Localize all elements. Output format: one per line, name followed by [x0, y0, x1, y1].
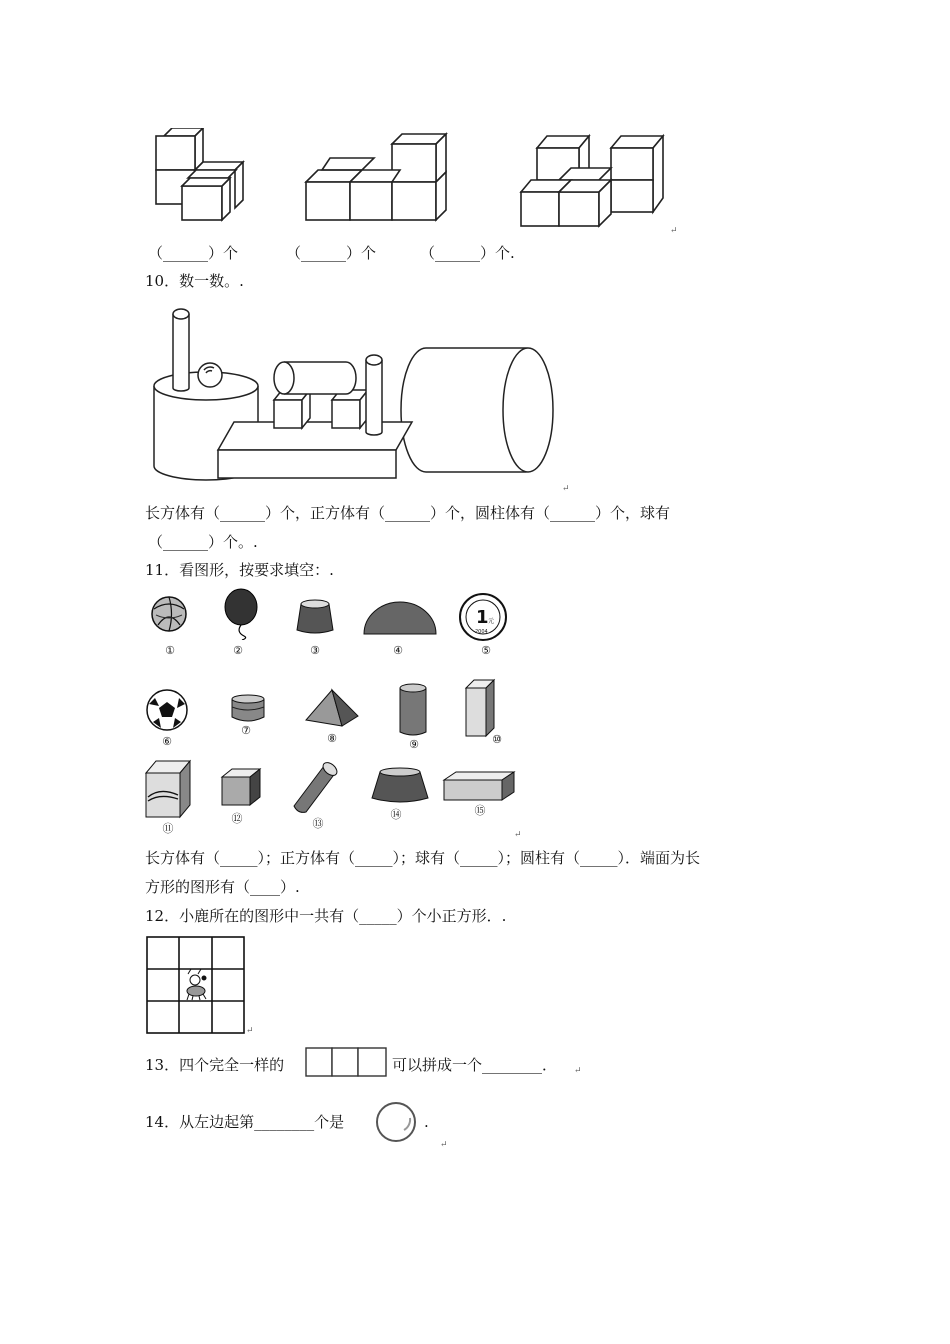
coin-year: 2004 — [475, 629, 488, 635]
balloon-image — [222, 588, 260, 640]
paragraph-mark: ↵ — [440, 1140, 448, 1150]
q10-title: 10．数一数。. — [145, 272, 244, 290]
q11-title: 11．看图形，按要求填空：. — [145, 561, 334, 579]
short-cylinder-image — [228, 693, 268, 725]
shape-label-11: ⑪ — [162, 822, 174, 835]
cube-figure-3 — [515, 132, 675, 230]
shape-label-10: ⑩ — [492, 733, 502, 746]
q11-line2[interactable]: 方形的图形有（____）. — [145, 878, 300, 896]
shape-label-6: ⑥ — [162, 735, 172, 748]
cube-image — [218, 765, 264, 809]
coin-unit: 元 — [488, 618, 495, 625]
cube-figure-1 — [150, 128, 250, 224]
q11-line1[interactable]: 长方体有（_____）；正方体有（_____）；球有（_____）；圆柱有（_____）．端面为长 — [145, 849, 701, 867]
coin-image — [458, 592, 508, 642]
circle-shape — [374, 1100, 418, 1144]
paragraph-mark: ↵ — [574, 1066, 582, 1076]
frustum-image — [293, 598, 337, 636]
slanted-cylinder-image — [288, 760, 340, 816]
q9-answer-2[interactable]: （______）个 — [286, 244, 377, 262]
deer-grid — [146, 936, 246, 1034]
shape-label-9: ⑨ — [409, 738, 419, 751]
soccer-ball-image — [145, 688, 189, 732]
shape-label-5: ⑤ — [481, 644, 491, 657]
shape-label-12: ⑫ — [231, 812, 243, 825]
shape-label-2: ② — [233, 644, 243, 657]
shape-label-14: ⑭ — [390, 808, 402, 821]
shape-label-3: ③ — [310, 644, 320, 657]
flat-box-image — [440, 768, 518, 804]
q9-answer-3[interactable]: （______）个. — [420, 244, 515, 262]
q10-line2[interactable]: （______）个。. — [148, 533, 258, 551]
shape-label-15: ⑮ — [474, 804, 486, 817]
shape-label-8: ⑧ — [327, 732, 337, 745]
shape-label-4: ④ — [393, 644, 403, 657]
solids-figure — [150, 300, 562, 482]
pyramid-image — [302, 688, 360, 728]
deer-icon — [187, 969, 206, 1000]
beach-ball-image — [150, 595, 188, 633]
paragraph-mark: ↵ — [670, 226, 678, 236]
half-disk-image — [362, 600, 438, 636]
coin-value: 1 — [476, 607, 489, 628]
lampshade-image — [368, 766, 432, 806]
three-square-strip — [304, 1046, 388, 1078]
cube-figure-2 — [300, 130, 460, 224]
q10-line1[interactable]: 长方体有（______）个，正方体有（______）个，圆柱体有（______）个，球有 — [145, 504, 671, 522]
shape-label-13: ⑬ — [312, 817, 324, 830]
shape-label-1: ① — [165, 644, 175, 657]
paragraph-mark: ↵ — [562, 484, 570, 494]
milk-carton-image — [140, 757, 196, 821]
q12-title[interactable]: 12．小鹿所在的图形中一共有（_____）个小正方形．. — [145, 907, 507, 925]
q13-suffix[interactable]: 可以拼成一个________． — [392, 1056, 558, 1074]
tall-cylinder-image — [396, 682, 430, 738]
tall-box-image — [462, 676, 498, 740]
q13-prefix: 13．四个完全一样的 — [145, 1056, 285, 1074]
paragraph-mark: ↵ — [246, 1026, 254, 1036]
paragraph-mark: ↵ — [514, 830, 522, 840]
q14-prefix[interactable]: 14．从左边起第________个是 — [145, 1113, 345, 1131]
q9-answer-1[interactable]: （______）个 — [148, 244, 239, 262]
q14-suffix: . — [424, 1113, 429, 1131]
shape-label-7: ⑦ — [241, 724, 251, 737]
